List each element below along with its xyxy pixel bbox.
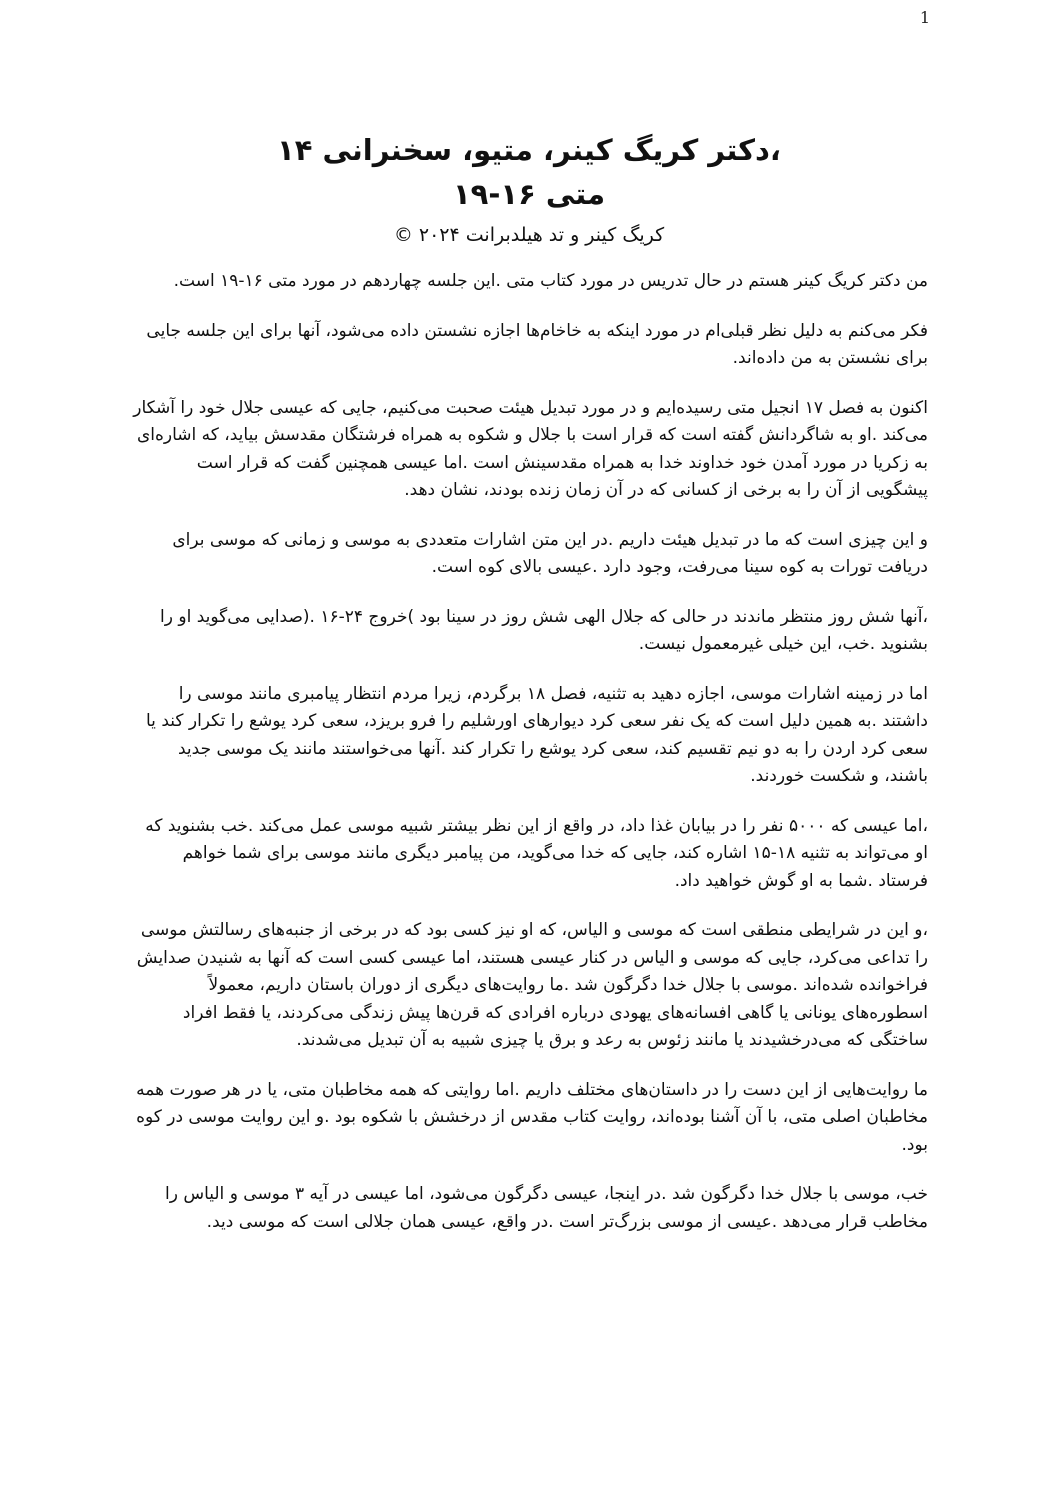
- paragraph-9: ما روایت‌هایی از این دست را در داستان‌های مختلف داریم .اما روایتی که همه مخاطبان متی، یا در هر صورت همه مخاطبان اصلی متی، با آن آشنا بوده‌اند، روایت کتاب مقدس از درخشش با شکوه بود .و این روایت موسی در کوه بود.: [136, 1079, 928, 1155]
- paragraph-4: و این چیزی است که ما در تبدیل هیئت داریم .در این متن اشارات متعددی به موسی و زمانی که موسی برای دریافت تورات به کوه سینا می‌رفت، وجود دارد .عیسی بالای کوه است.: [172, 529, 928, 577]
- paragraph-3: اکنون به فصل ۱۷ انجیل متی رسیده‌ایم و در مورد تبدیل هیئت صحبت می‌کنیم، جایی که عیسی جلال خود را آشکار می‌کند .او به شاگردانش گفته است که قرار است با جلال و شکوه به همراه فرشتگان مقدسش بیاید، که اشاره‌ای به زکریا در مورد آمدن خود خداوند خدا به همراه مقدسینش است .اما عیسی همچنین گفت که قرار است پیشگویی از آن را به برخی از کسانی که در آن زمان زنده بودند، نشان دهد.: [133, 397, 928, 500]
- paragraph-5: ،آنها شش روز منتظر ماندند در حالی که جلال الهی شش روز در سینا بود )خروج ۲۴-۱۶ .(صدایی می‌گوید او را بشنوید .خب، این خیلی غیرمعمول نیست.: [160, 606, 928, 654]
- document-body: [130, 268, 928, 1258]
- paragraph-1: من دکتر کریگ کینر هستم در حال تدریس در مورد کتاب متی .این جلسه چهاردهم در مورد متی ۱۶-۱۹ است.: [173, 271, 928, 291]
- document-header: [130, 128, 928, 250]
- document-subtitle: متی ۱۶-۱۹: [452, 177, 606, 211]
- page-number: 1: [919, 8, 930, 27]
- paragraph-7: ،اما عیسی که ۵۰۰۰ نفر را در بیابان غذا داد، در واقع از این نظر بیشتر شبیه موسی عمل می‌کند .خب بشنوید که او می‌تواند به تثنیه ۱۸-۱۵ اشاره کند، جایی که خدا می‌گوید، من پیامبر دیگری مانند موسی برای شما خواهم فرستاد .شما به او گوش خواهید داد.: [145, 815, 928, 891]
- paragraph-2: فکر می‌کنم به دلیل نظر قبلی‌ام در مورد اینکه به خاخام‌ها اجازه نشستن داده می‌شود، آنها برای این جلسه جایی برای نشستن به من داده‌اند.: [146, 320, 928, 368]
- paragraph-8: ،و این در شرایطی منطقی است که موسی و الیاس، که او نیز کسی بود که در برخی از جنبه‌های رسالتش موسی را تداعی می‌کرد، جایی که موسی و الیاس در کنار عیسی هستند، اما عیسی کسی است که آنها به شنیدن صدایش فراخوانده شده‌اند .موسی با جلال خدا دگرگون شد .ما روایت‌های دیگری از دوران باستان داریم، معمولاً اسطوره‌های یونانی یا گاهی افسانه‌های یهودی درباره افرادی که قرن‌ها پیش زندگی می‌کردند، یا فقط افراد ساختگی که می‌درخشیدند یا مانند زئوس به رعد و برق یا چیزی شبیه به آن تبدیل می‌شدند.: [136, 920, 928, 1050]
- copyright-line: کریگ کینر و تد هیلدبرانت ۲۰۲۴ ©: [393, 224, 665, 246]
- paragraph-6: اما در زمینه اشارات موسی، اجازه دهید به تثنیه، فصل ۱۸ برگردم، زیرا مردم انتظار پیامبری مانند موسی را داشتند .به همین دلیل است که یک نفر سعی کرد دیوارهای اورشلیم را فرو بریزد، سعی کرد یوشع را تکرار کند یا سعی کرد اردن را به دو نیم تقسیم کند، سعی کرد یوشع را تکرار کند .آنها می‌خواستند مانند یک موسی جدید باشند، و شکست خوردند.: [146, 683, 928, 786]
- document-title: ،دکتر کریگ کینر، متیو، سخنرانی ۱۴: [277, 133, 781, 167]
- paragraph-10: خب، موسی با جلال خدا دگرگون شد .در اینجا، عیسی دگرگون می‌شود، اما عیسی در آیه ۳ موسی و الیاس را مخاطب قرار می‌دهد .عیسی از موسی بزرگ‌تر است .در واقع، عیسی همان جلالی است که موسی دید.: [164, 1184, 928, 1232]
